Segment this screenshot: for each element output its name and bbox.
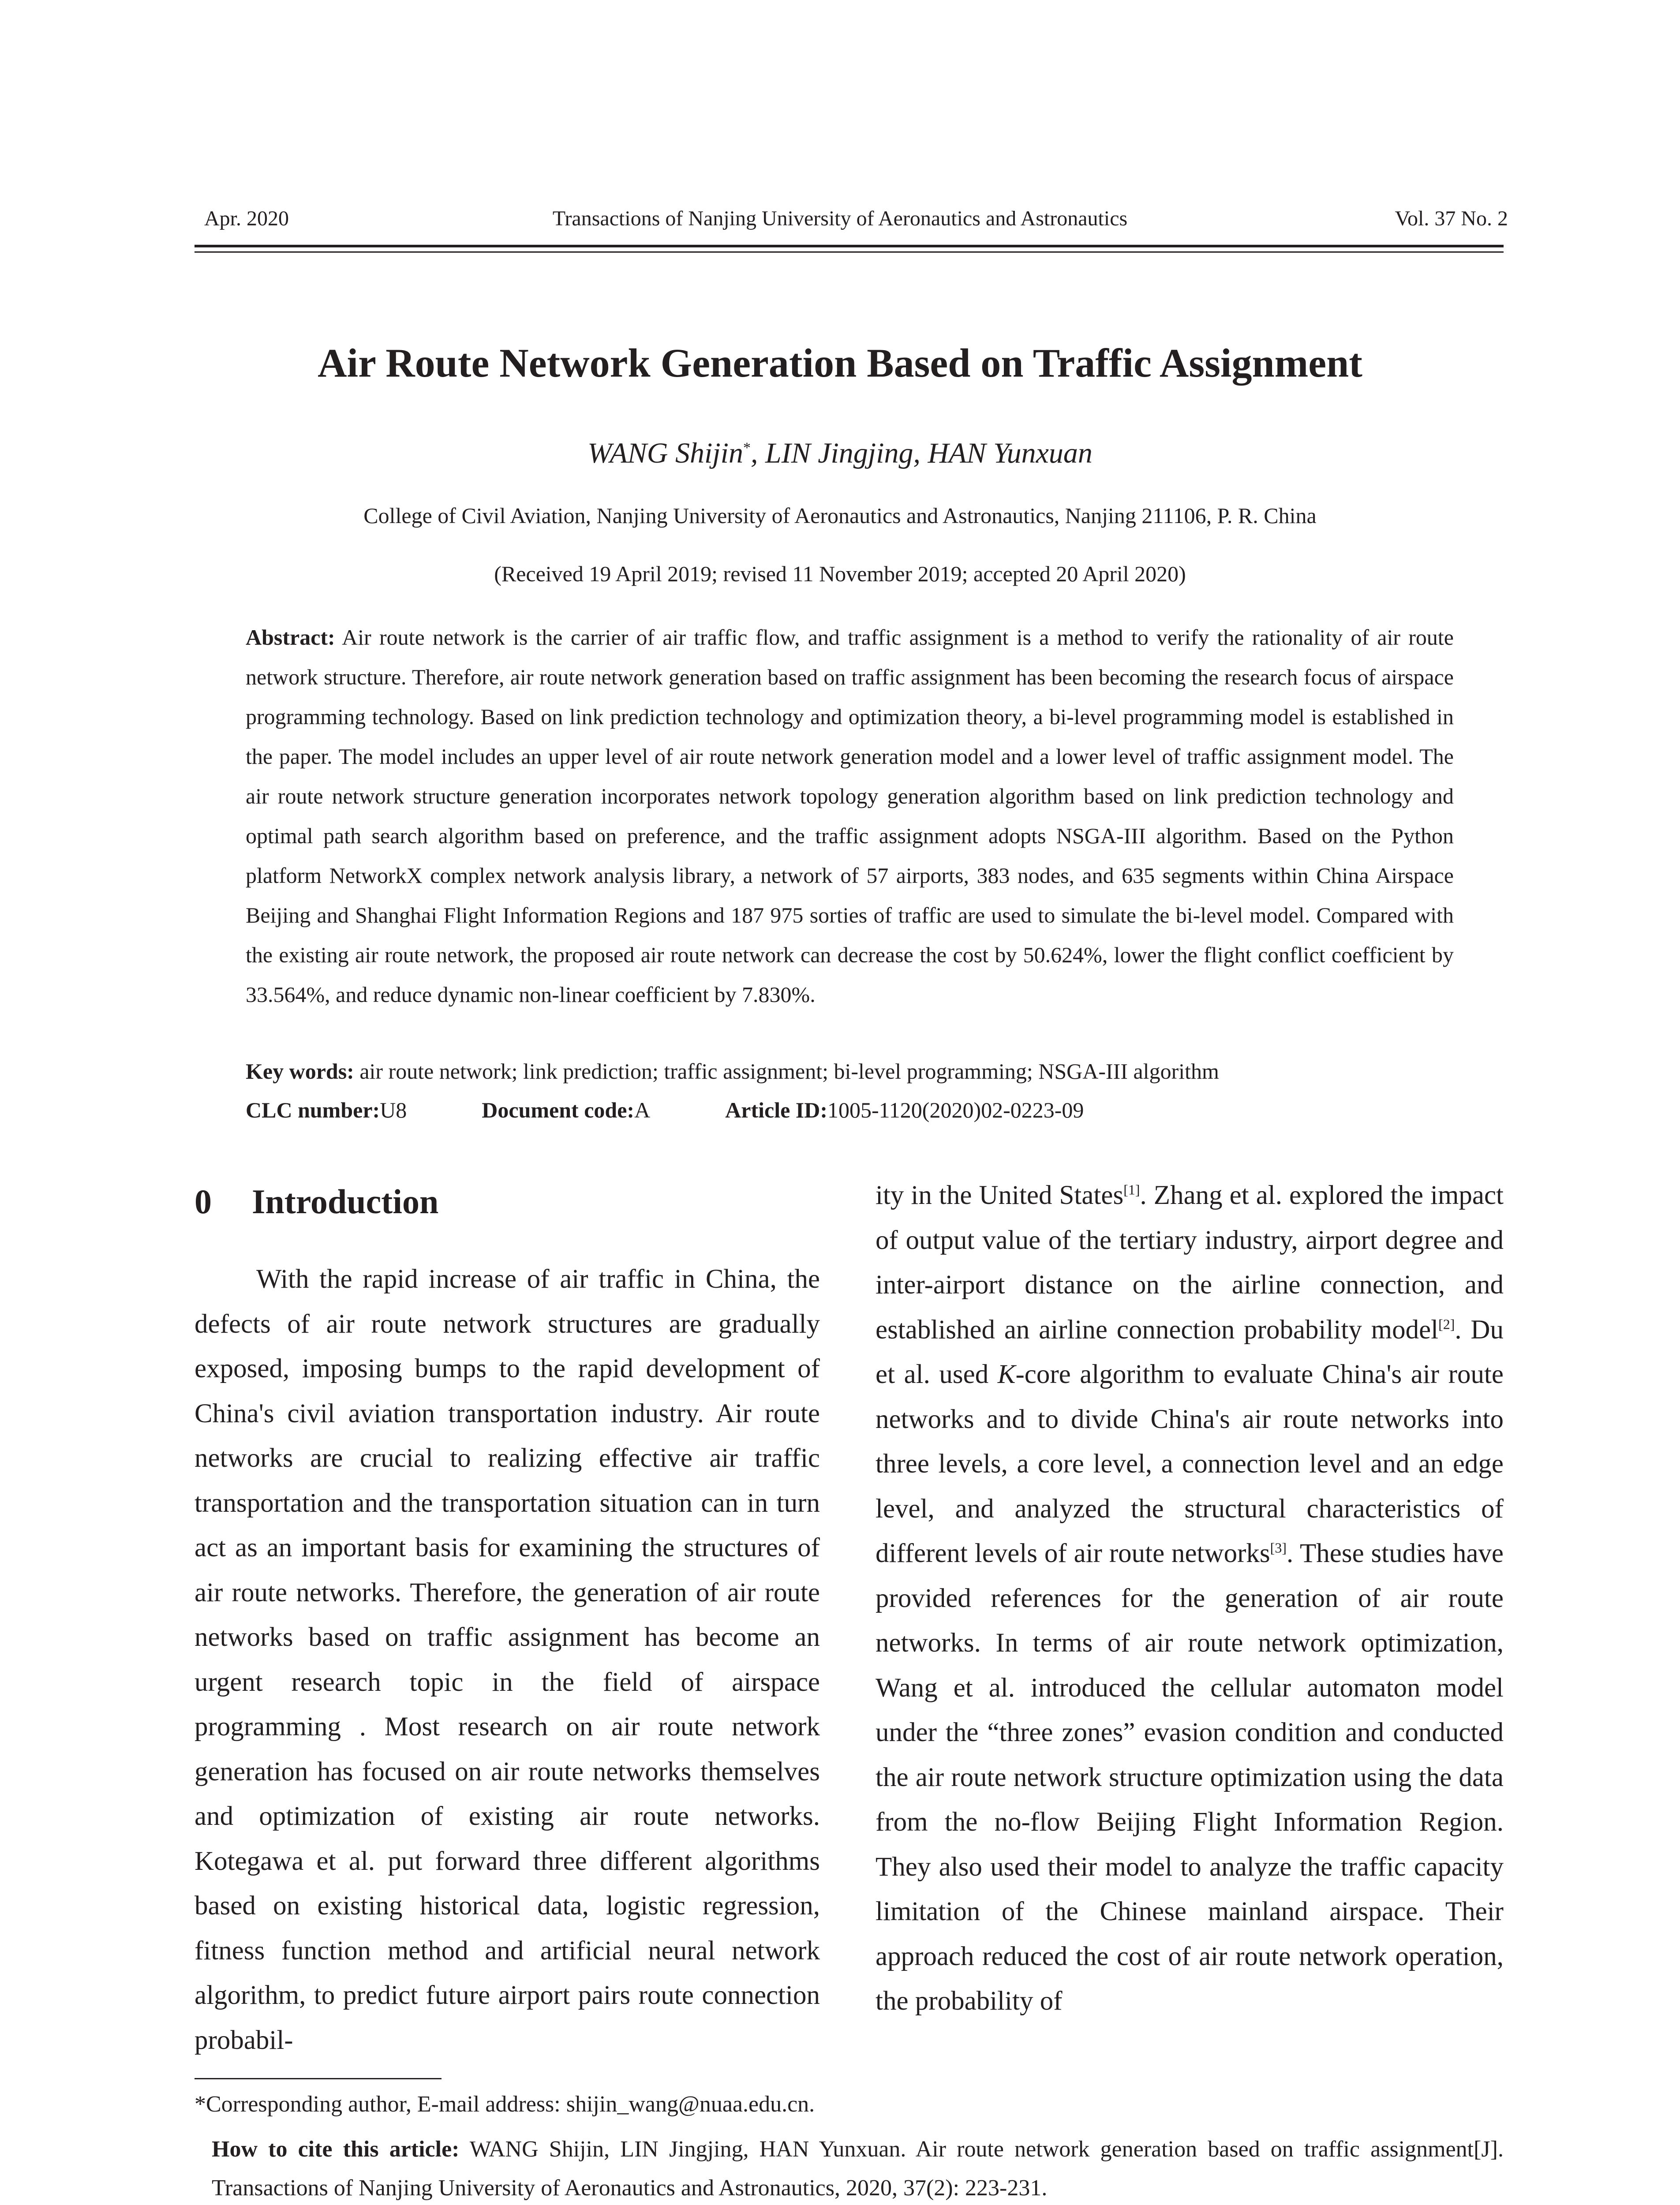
body-right-column [876, 1173, 1504, 2024]
header-volume: Vol. 37 No. 2 [1395, 207, 1508, 230]
section-number: 0 [195, 1182, 212, 1221]
citation-label: How to cite this article: [212, 2137, 460, 2162]
author-first: WANG Shijin [587, 437, 743, 469]
right-text-1: ity in the United States [876, 1181, 1124, 1210]
keywords-label: Key words: [246, 1059, 354, 1084]
affiliation: College of Civil Aviation, Nanjing University of Aeronautics and Astronautics, Nanjing 211106, P. R. China [363, 503, 1317, 528]
header-rule-thick [195, 245, 1504, 247]
author-list [0, 437, 1680, 470]
doc-code-value: A [634, 1098, 651, 1122]
doc-code-label: Document code: [482, 1098, 635, 1122]
keywords-text: air route network; link prediction; traffic assignment; bi-level programming; NSGA-III algorithm [359, 1059, 1219, 1084]
reference-3[interactable]: [3] [1270, 1540, 1287, 1556]
header-rule-thin [195, 251, 1504, 253]
header-date: Apr. 2020 [204, 207, 289, 230]
section-heading [195, 1182, 438, 1222]
right-text-2: . Zhang et al. explored the impact of output value of the tertiary industry, airport degree and inter-airport distance on the airline connection, and established an airline connection probability model [876, 1181, 1504, 1345]
right-text-3a: . Du et al. used [876, 1315, 1504, 1389]
clc-label: CLC number: [246, 1098, 380, 1122]
keywords [246, 1058, 1219, 1084]
k-core-symbol: K [997, 1360, 1016, 1389]
clc-value: U8 [380, 1098, 407, 1122]
author-rest: , LIN Jingjing, HAN Yunxuan [750, 437, 1093, 469]
header-journal-name: Transactions of Nanjing University of Aeronautics and Astronautics [552, 207, 1128, 230]
classification-line [246, 1097, 1084, 1123]
section-title: Introduction [252, 1182, 439, 1221]
footnote-rule [195, 2078, 442, 2079]
received-dates: (Received 19 April 2019; revised 11 November 2019; accepted 20 April 2020) [494, 561, 1186, 586]
article-id-label: Article ID: [725, 1098, 828, 1122]
right-text-3b: -core algorithm to evaluate China's air route networks and to divide China's air route networks into three levels, a core level, a connection level and an edge level, and analyzed the structural characteristics of different levels of air route networks [876, 1360, 1504, 1568]
abstract-label: Abstract: [246, 625, 335, 650]
citation-note [212, 2130, 1504, 2205]
paper-title: Air Route Network Generation Based on Traffic Assignment [318, 340, 1362, 385]
abstract [246, 617, 1454, 1014]
corresponding-mark: * [743, 440, 751, 456]
reference-2[interactable]: [2] [1438, 1316, 1455, 1332]
abstract-text: Air route network is the carrier of air traffic flow, and traffic assignment is a method to verify the rationality of air route network structure. Therefore, air route network generation based on traffic assignment has been becoming the research focus of airspace programming technology. Based on link prediction technology and optimization theory, a bi-level programming model is established in the paper. The model includes an upper level of air route network generation model and a lower level of traffic assignment model. The air route network structure generation incorporates network topology generation algorithm based on link prediction technology and optimal path search algorithm based on preference, and the traffic assignment adopts NSGA-III algorithm. Based on the Python platform NetworkX complex network analysis library, a network of 57 airports, 383 nodes, and 635 segments within China Airspace Beijing and Shanghai Flight Information Regions and 187 975 sorties of traffic are used to simulate the bi-level model. Compared with the existing air route network, the proposed air route network can decrease the cost by 50.624%, lower the flight conflict coefficient by 33.564%, and reduce dynamic non-linear coefficient by 7.830%. [246, 625, 1454, 1007]
article-id-value: 1005-1120(2020)02-0223-09 [827, 1098, 1084, 1122]
citation-text: WANG Shijin, LIN Jingjing, HAN Yunxuan. Air route network generation based on traffic assignment[J]. Transactions of Nanjing University of Aeronautics and Astronautics, 2020, 37(2): 223-231. [212, 2137, 1504, 2201]
body-left-column: With the rapid increase of air traffic in China, the defects of air route network structures are gradually exposed, imposing bumps to the rapid development of China's civil aviation transportation industry. Air route networks are crucial to realizing effective air traffic transportation and the transportation situation can in turn act as an important basis for examining the structures of air route networks. Therefore, the generation of air route networks based on traffic assignment has become an urgent research topic in the field of airspace programming . Most research on air route network generation has focused on air route networks themselves and optimization of existing air route networks. Kotegawa et al. put forward three different algorithms based on existing historical data, logistic regression, fitness function method and artificial neural network algorithm, to predict future airport pairs route connection probabil- [195, 1264, 820, 2055]
corresponding-author-note: *Corresponding author, E-mail address: shijin_wang@nuaa.edu.cn. [195, 2092, 815, 2117]
right-text-4: . These studies have provided references for the generation of air route networks. In terms of air route network optimization, Wang et al. introduced the cellular automaton model under the “three zones” evasion condition and conducted the air route network structure optimization using the data from the no-flow Beijing Flight Information Region. They also used their model to analyze the traffic capacity limitation of the Chinese mainland airspace. Their approach reduced the cost of air route network operation, the probability of [876, 1539, 1504, 2016]
reference-1[interactable]: [1] [1123, 1181, 1140, 1198]
